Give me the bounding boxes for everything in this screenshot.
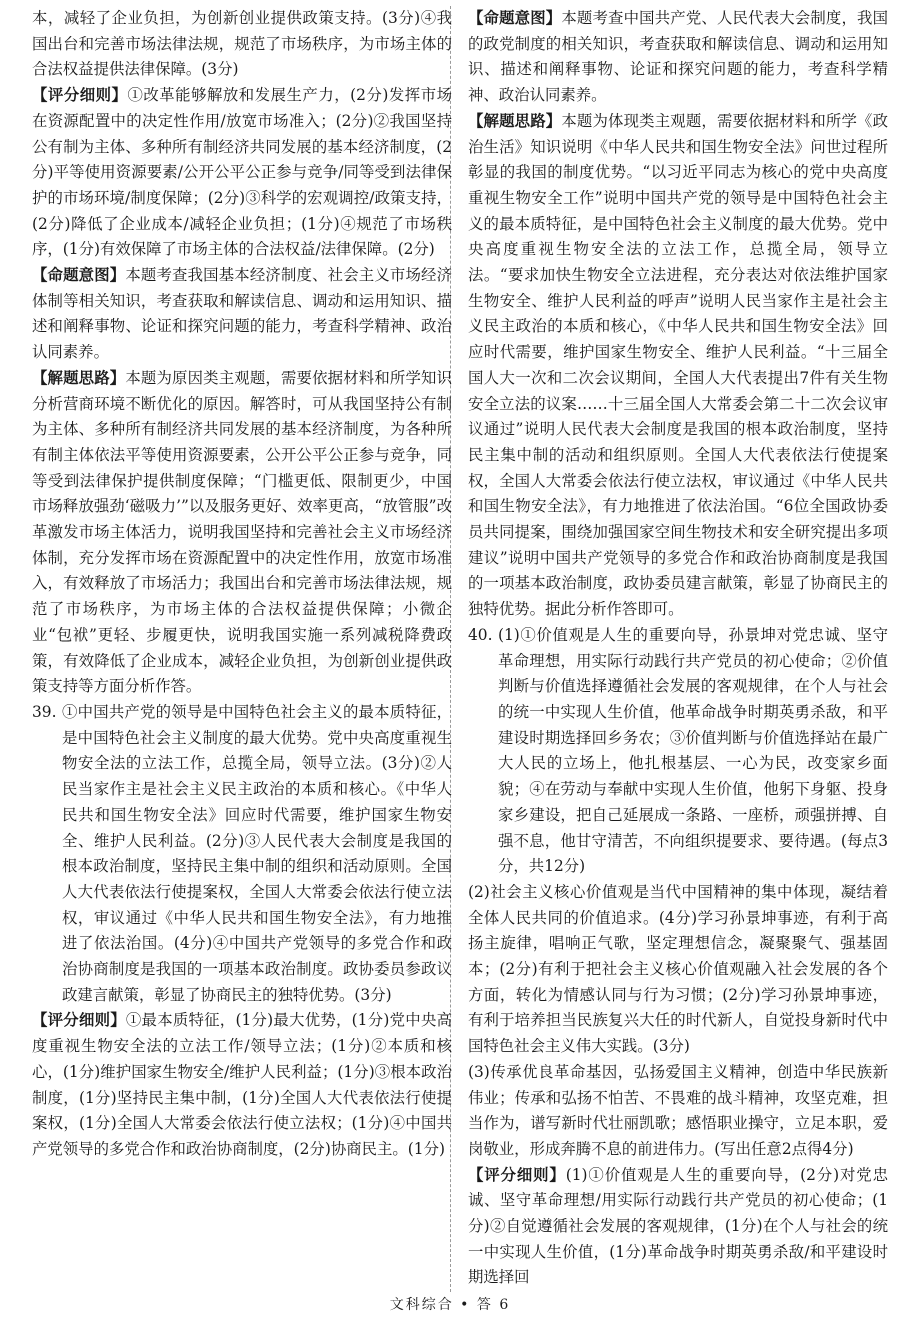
- answer-text: ①中国共产党的领导是中国特色社会主义的最本质特征，是中国特色社会主义制度的最大优势。党中央高度重视生物安全法的立法工作，总揽全局，领导立法。(3分)②人民当家作主是社会主义民主政治的本质和核心。《中华人民共和国生物安全法》回应时代需要，维护国家生物安全、维护人民利益。(2分)③人民代表大会制度是我国的根本政治制度，坚持民主集中制的组织和活动原则。全国人大代表依法行使提案权，全国人大常委会依法行使立法权，审议通过《中华人民共和国生物安全法》，有力地推进了依法治国。(4分)④中国共产党领导的多党合作和政治协商制度是我国的一项基本政治制度。政协委员参政议政建言献策，彰显了协商民主的独特优势。(3分): [62, 702, 452, 1004]
- question-40-answer: [468, 623, 888, 880]
- paragraph: 本，减轻了企业负担，为创新创业提供政策支持。(3分)④我国出台和完善市场法律法规，规范了市场秩序，为市场主体的合法权益提供法律保障。(3分): [32, 9, 452, 79]
- scoring-rules-paragraph: [32, 83, 452, 263]
- solution-approach-paragraph: [468, 109, 888, 623]
- section-tag: 【命题意图】: [32, 266, 126, 285]
- question-number: 39.: [32, 702, 57, 721]
- section-tag: 【命题意图】: [468, 9, 562, 27]
- answer-part-2: (2)社会主义核心价值观是当代中国精神的集中体现，凝结着全体人民共同的价值追求。(4分)学习孙景坤事迹，有利于高扬主旋律，唱响正气歌，坚定理想信念，凝聚聚气、强基固本；(2分)有利于把社会主义核心价值观融入社会发展的各个方面，转化为情感认同与行为习惯；(2分)学习孙景坤事迹，有利于培养担当民族复兴大任的时代新人，自觉投身新时代中国特色社会主义伟大实践。(3分): [468, 882, 888, 1056]
- design-intent-paragraph: [468, 6, 888, 109]
- question-number: 40.: [468, 625, 493, 644]
- paragraph-text: 本题为原因类主观题，需要依据材料和所学知识分析营商环境不断优化的原因。解答时，可从我国坚持公有制为主体、多种所有制经济共同发展的基本经济制度，为各种所有制主体依法平等使用资源要素，公开公平公正参与竞争，同等受到法律保护提供制度保障；“门槛更低、限制更少，中国市场释放强劲‘磁吸力’”以及服务更好、效率更高，“放管服”改革激发市场主体活力，说明我国坚持和完善社会主义市场经济体制，充分发挥市场在资源配置中的决定性作用，放宽市场准入，有效释放了市场活力；我国出台和完善市场法律法规，规范了市场秩序，为市场主体的合法权益提供保障；小微企业“包袱”更轻、步履更快，说明我国实施一系列减税降费政策，有效降低了企业成本，减轻企业负担，为创新创业提供政策支持等方面分析作答。: [32, 368, 452, 696]
- section-tag: 【评分细则】: [32, 1011, 126, 1030]
- section-tag: 【解题思路】: [32, 368, 126, 387]
- right-column: [468, 6, 888, 1291]
- section-tag: 【评分细则】: [468, 1165, 566, 1184]
- paragraph-text: (1)①价值观是人生的重要向导，(2分)对党忠诚、坚守革命理想/用实际行动践行共产党员的初心使命；(1分)②自觉遵循社会发展的客观规律，(1分)在个人与社会的统一中实现人生价值，(1分)革命战争时期英勇杀敌/和平建设时期选择回: [468, 1165, 888, 1287]
- section-tag: 【评分细则】: [32, 86, 128, 105]
- paragraph-text: ①改革能够解放和发展生产力，(2分)发挥市场在资源配置中的决定性作用/放宽市场准入；(2分)②我国坚持公有制为主体、多种所有制经济共同发展的基本经济制度，(2分)平等使用资源要素/公开公平公正参与竞争/同等受到法律保护的市场环境/制度保障；(2分)③科学的宏观调控/政策支持，(2分)降低了企业成本/减轻企业负担；(1分)④规范了市场秩序，(1分)有效保障了市场主体的合法权益/法律保障。(2分): [32, 86, 453, 259]
- design-intent-paragraph: [32, 263, 452, 366]
- answer-text: (1)①价值观是人生的重要向导，孙景坤对党忠诚、坚守革命理想，用实际行动践行共产党员的初心使命；②价值判断与价值选择遵循社会发展的客观规律，在个人与社会的统一中实现人生价值，他革命战争时期英勇杀敌，和平建设时期选择回乡务农；③价值判断与价值选择站在最广大人民的立场上，他扎根基层、一心为民，改变家乡面貌；④在劳动与奉献中实现人生价值，他躬下身躯、投身家乡建设，把自己延展成一条路、一座桥，顽强拼搏、自强不息，他甘守清苦，不向组织提要求、要待遇。(每点3分，共12分): [498, 625, 888, 876]
- paragraph-text: 本题考查中国共产党、人民代表大会制度，我国的政党制度的相关知识，考查获取和解读信息、调动和运用知识、描述和阐释事物、论证和探究问题的能力，考查科学精神、政治认同素养。: [468, 9, 888, 105]
- solution-approach-paragraph: [32, 366, 452, 700]
- left-column: [32, 6, 452, 1163]
- answer-part-3: (3)传承优良革命基因，弘扬爱国主义精神，创造中华民族新伟业；传承和弘扬不怕苦、不畏难的战斗精神，攻坚克难，担当作为，谱写新时代壮丽凯歌；感悟职业操守，立足本职，爱岗敬业，形成奔腾不息的前进伟力。(写出任意2点得4分): [468, 1062, 888, 1158]
- section-tag: 【解题思路】: [468, 111, 562, 130]
- question-39-answer: [32, 700, 452, 1008]
- paragraph-text: 本题为体现类主观题，需要依据材料和所学《政治生活》知识说明《中华人民共和国生物安全法》问世过程所彰显的我国的制度优势。“以习近平同志为核心的党中央高度重视生物安全工作”说明中国共产党的领导是中国特色社会主义的最本质特征，是中国特色社会主义制度的最大优势。党中央高度重视生物安全法的立法工作，总揽全局，领导立法。“要求加快生物安全立法进程，充分表达对依法维护国家生物安全、维护人民利益的呼声”说明人民当家作主是社会主义民主政治的本质和核心，《中华人民共和国生物安全法》回应时代需要，维护国家生物安全、维护人民利益。“十三届全国人大一次和二次会议期间，全国人大代表提出7件有关生物安全立法的议案……十三届全国人大常委会第二十二次会议审议通过”说明人民代表大会制度是我国的根本政治制度，坚持民主集中制的活动和组织原则。全国人大代表依法行使提案权，全国人大常委会依法行使立法权，审议通过《中华人民共和国生物安全法》，有力地推进了依法治国。“6位全国政协委员共同提案，围绕加强国家空间生物技术和安全研究提出多项建议”说明中国共产党领导的多党合作和政治协商制度是我国的一项基本政治制度，政协委员建言献策，彰显了协商民主的独特优势。据此分析作答即可。: [468, 111, 888, 619]
- scoring-rules-paragraph: [468, 1163, 888, 1292]
- paragraph-text: ①最本质特征，(1分)最大优势，(1分)党中央高度重视生物安全法的立法工作/领导立法；(1分)②本质和核心，(1分)维护国家生物安全/维护人民利益；(1分)③根本政治制度，(1分)坚持民主集中制，(1分)全国人大代表依法行使提案权，(1分)全国人大常委会依法行使立法权；(1分)④中国共产党领导的多党合作和政治协商制度，(2分)协商民主。(1分): [32, 1011, 452, 1158]
- page-footer: 文科综合 • 答 6: [389, 1297, 511, 1313]
- scoring-rules-paragraph: [32, 1008, 452, 1162]
- paragraph-text: 本题考查我国基本经济制度、社会主义市场经济体制等相关知识，考查获取和解读信息、调动和运用知识、描述和阐释事物、论证和探究问题的能力，考查科学精神、政治认同素养。: [32, 266, 452, 362]
